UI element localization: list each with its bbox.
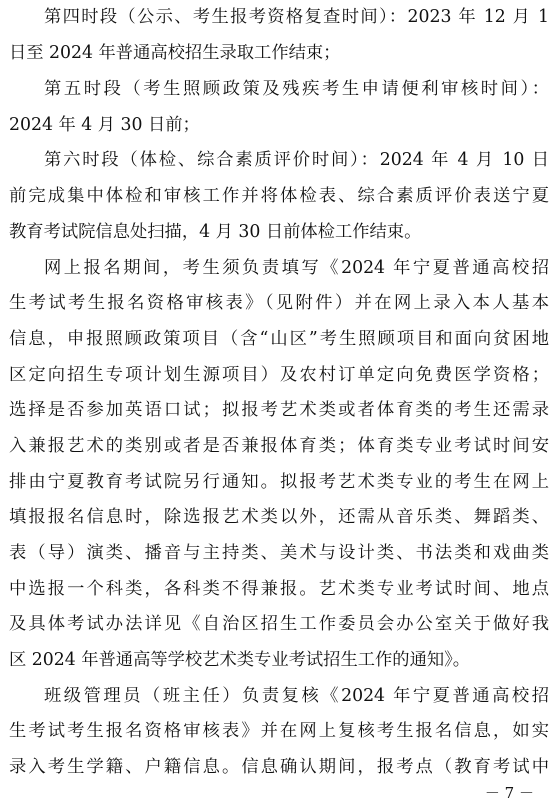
body-text-line: 教育考试院信息处扫描，4 月 30 日前体检工作结束。: [9, 222, 422, 242]
body-text-line: 班级管理员（班主任）负责复核《2024 年宁夏普通高校招: [44, 686, 549, 706]
body-text-line: 选择是否参加英语口试；拟报考艺术类或者体育类的考生还需录: [9, 400, 549, 420]
body-text-line: 表（导）演类、播音与主持类、美术与设计类、书法类和戏曲类: [9, 543, 549, 563]
body-text-line: 及具体考试办法详见《自治区招生工作委员会办公室关于做好我: [9, 614, 549, 634]
body-text-line: 日至 2024 年普通高校招生录取工作结束；: [9, 43, 341, 63]
body-text-line: 生考试考生报名资格审核表》并在网上复核考生报名信息，如实: [9, 721, 549, 741]
body-text-line: 中选报一个科类，各科类不得兼报。艺术类专业考试时间、地点: [9, 579, 549, 599]
body-text-line: 录入考生学籍、户籍信息。信息确认期间，报考点（教育考试中: [9, 757, 549, 777]
body-text-line: 第四时段（公示、考生报考资格复查时间）：2023 年 12 月 1: [44, 7, 549, 27]
body-text-line: 填报报名信息时，除选报艺术类以外，还需从音乐类、舞蹈类、: [9, 507, 549, 527]
body-text-line: 网上报名期间，考生须负责填写《2024 年宁夏普通高校招: [44, 258, 549, 278]
body-text-line: 前完成集中体检和审核工作并将体检表、综合素质评价表送宁夏: [9, 186, 549, 206]
body-text-line: 排由宁夏教育考试院另行通知。拟报考艺术类专业的考生在网上: [9, 472, 549, 492]
body-text-line: 第五时段（考生照顾政策及残疾考生申请便利审核时间）：: [44, 79, 549, 99]
page-number: － 7 －: [484, 784, 534, 802]
body-text-line: 生考试考生报名资格审核表》（见附件）并在网上录入本人基本: [9, 293, 549, 313]
body-text-line: 区 2024 年普通高等学校艺术类专业考试招生工作的通知》。: [9, 650, 471, 670]
body-text-line: 2024 年 4 月 30 日前；: [9, 115, 200, 135]
body-text-line: 区定向招生专项计划生源项目）及农村订单定向免费医学资格；: [9, 365, 549, 385]
body-text-line: 第六时段（体检、综合素质评价时间）：2024 年 4 月 10 日: [44, 150, 549, 170]
body-text-line: 入兼报艺术的类别或者是否兼报体育类；体育类专业考试时间安: [9, 436, 549, 456]
body-text-line: 信息，申报照顾政策项目（含“山区”考生照顾项目和面向贫困地: [9, 329, 549, 349]
